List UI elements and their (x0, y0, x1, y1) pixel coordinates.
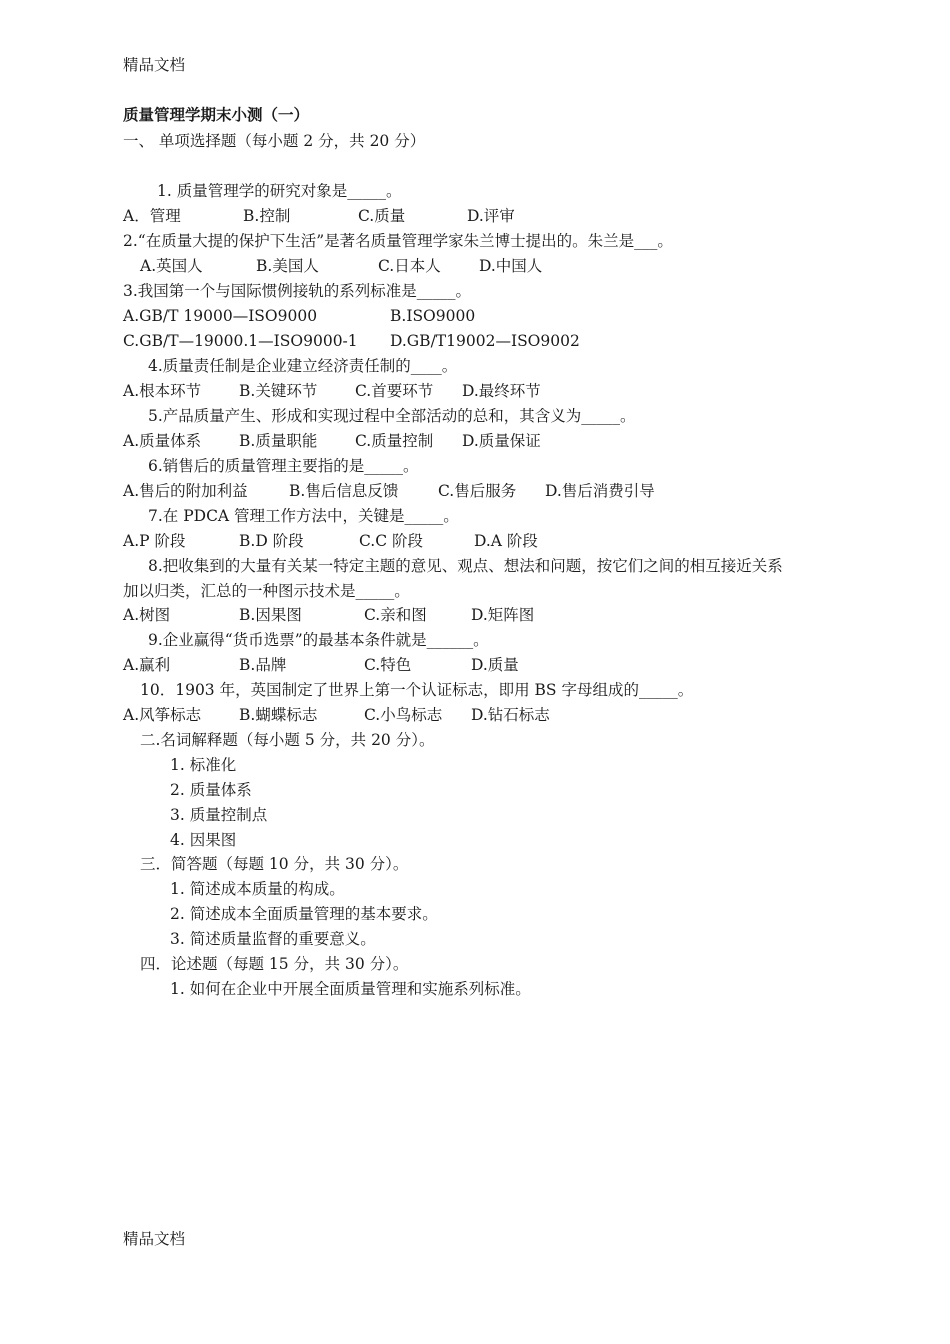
question-5-option-a: A.质量体系 (123, 432, 202, 450)
question-10-option-c: C.小鸟标志 (364, 706, 443, 724)
question-3-option-d: D.GB/T19002—ISO9002 (390, 332, 580, 350)
question-3-option-b: B.ISO9000 (390, 307, 476, 325)
question-6-stem: 6.销售后的质量管理主要指的是_____。 (148, 457, 419, 475)
section3-item: 2. 简述成本全面质量管理的基本要求。 (170, 905, 438, 923)
section3-item: 3. 简述质量监督的重要意义。 (170, 930, 376, 948)
question-8-option-a: A.树图 (123, 606, 171, 624)
question-3-option-a: A.GB/T 19000—ISO9000 (123, 307, 318, 325)
question-7-stem: 7.在 PDCA 管理工作方法中，关键是_____。 (148, 507, 459, 525)
question-2-option-d: D.中国人 (479, 257, 543, 275)
question-9-option-c: C.特色 (364, 656, 412, 674)
question-8-option-d: D.矩阵图 (471, 606, 535, 624)
question-4-option-a: A.根本环节 (123, 382, 202, 400)
section3-item: 1. 简述成本质量的构成。 (170, 880, 345, 898)
question-2-option-b: B.美国人 (256, 257, 319, 275)
question-9-option-b: B.品牌 (239, 656, 287, 674)
section4-heading: 四．论述题（每题 15 分，共 30 分）。 (140, 955, 409, 973)
question-3-stem: 3.我国第一个与国际惯例接轨的系列标准是_____。 (123, 282, 472, 300)
page-header: 精品文档 (123, 56, 186, 74)
question-9-option-a: A.赢利 (123, 656, 171, 674)
question-8-option-c: C.亲和图 (364, 606, 427, 624)
question-7-option-a: A.P 阶段 (123, 532, 186, 550)
question-10-option-a: A.风筝标志 (123, 706, 202, 724)
section2-item: 4. 因果图 (170, 831, 237, 849)
question-1-option-d: D.评审 (467, 207, 515, 225)
question-7-option-b: B.D 阶段 (239, 532, 304, 550)
question-1-option-b: B.控制 (243, 207, 291, 225)
document-title: 质量管理学期末小测（一） (123, 105, 310, 124)
question-8-stem: 8.把收集到的大量有关某一特定主题的意见、观点、想法和问题，按它们之间的相互接近关系 (148, 557, 783, 575)
question-6-option-b: B.售后信息反馈 (289, 482, 399, 500)
question-1-option-c: C.质量 (358, 207, 406, 225)
question-4-stem: 4.质量责任制是企业建立经济责任制的____。 (148, 357, 458, 375)
question-5-option-b: B.质量职能 (239, 432, 318, 450)
section4-item: 1. 如何在企业中开展全面质量管理和实施系列标准。 (170, 980, 531, 998)
question-4-option-b: B.关键环节 (239, 382, 318, 400)
question-2-option-c: C.日本人 (378, 257, 441, 275)
question-1-stem: 1. 质量管理学的研究对象是_____。 (157, 182, 402, 200)
question-9-stem: 9.企业赢得“货币选票”的最基本条件就是______。 (148, 631, 489, 649)
question-10-stem: 10．1903 年，英国制定了世界上第一个认证标志，即用 BS 字母组成的_____。 (140, 681, 694, 699)
question-5-option-d: D.质量保证 (462, 432, 541, 450)
page-footer: 精品文档 (123, 1230, 186, 1248)
question-6-option-a: A.售后的附加利益 (123, 482, 248, 500)
question-8-stem-continued: 加以归类，汇总的一种图示技术是_____。 (123, 582, 410, 600)
question-6-option-c: C.售后服务 (438, 482, 517, 500)
question-9-option-d: D.质量 (471, 656, 519, 674)
question-4-option-d: D.最终环节 (462, 382, 541, 400)
question-10-option-d: D.钻石标志 (471, 706, 550, 724)
section3-heading: 三．简答题（每题 10 分，共 30 分）。 (140, 855, 409, 873)
section2-heading: 二.名词解释题（每小题 5 分，共 20 分）。 (140, 731, 435, 749)
section2-item: 2. 质量体系 (170, 781, 252, 799)
section1-heading: 一、 单项选择题（每小题 2 分，共 20 分） (123, 132, 426, 150)
question-4-option-c: C.首要环节 (355, 382, 434, 400)
question-8-option-b: B.因果图 (239, 606, 302, 624)
question-5-stem: 5.产品质量产生、形成和实现过程中全部活动的总和，其含义为_____。 (148, 407, 636, 425)
section2-item: 3. 质量控制点 (170, 806, 268, 824)
question-7-option-c: C.C 阶段 (359, 532, 424, 550)
question-2-option-a: A.英国人 (140, 257, 203, 275)
question-2-stem: 2.“在质量大提的保护下生活”是著名质量管理学家朱兰博士提出的。朱兰是___。 (123, 232, 673, 250)
section2-item: 1. 标准化 (170, 756, 237, 774)
question-6-option-d: D.售后消费引导 (545, 482, 655, 500)
question-3-option-c: C.GB/T—19000.1—ISO9000-1 (123, 332, 358, 350)
question-10-option-b: B.蝴蝶标志 (239, 706, 318, 724)
question-1-option-a: A．管理 (123, 207, 181, 225)
question-5-option-c: C.质量控制 (355, 432, 434, 450)
question-7-option-d: D.A 阶段 (474, 532, 538, 550)
